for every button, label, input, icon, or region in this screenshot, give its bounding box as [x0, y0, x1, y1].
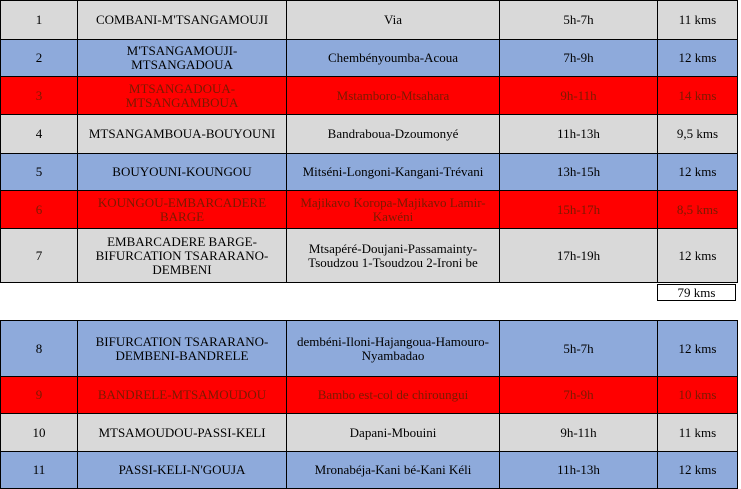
row-number: 3: [1, 77, 78, 115]
time-slot: 11h-13h: [500, 115, 658, 154]
table-row: [1, 40, 738, 77]
row-number: 8: [1, 321, 78, 377]
row-number: 5: [1, 154, 78, 191]
distance: 14 kms: [658, 77, 738, 115]
distance: 12 kms: [658, 452, 738, 489]
segment-name: M'TSANGAMOUJI-MTSANGADOUA: [78, 40, 287, 77]
distance: 9,5 kms: [658, 115, 738, 154]
time-slot: 9h-11h: [500, 77, 658, 115]
villages: Mronabéja-Kani bé-Kani Kéli: [287, 452, 500, 489]
table-row: [1, 377, 738, 414]
segment-name: EMBARCADERE BARGE-BIFURCATION TSARARANO-DEMBENI: [78, 229, 287, 283]
segment-name: MTSANGAMBOUA-BOUYOUNI: [78, 115, 287, 154]
distance: 11 kms: [658, 414, 738, 452]
table-row: [1, 154, 738, 191]
row-number: 6: [1, 191, 78, 229]
time-slot: 7h-9h: [500, 40, 658, 77]
row-number: 11: [1, 452, 78, 489]
row-number: 2: [1, 40, 78, 77]
stage-table-2: [0, 320, 738, 489]
row-number: 10: [1, 414, 78, 452]
time-slot: 15h-17h: [500, 191, 658, 229]
table-row: [1, 77, 738, 115]
time-slot: 5h-7h: [500, 1, 658, 40]
villages: Via: [287, 1, 500, 40]
villages: Dapani-Mbouini: [287, 414, 500, 452]
table-row: [1, 414, 738, 452]
segment-name: MTSANGADOUA-MTSANGAMBOUA: [78, 77, 287, 115]
villages: Mtsapéré-Doujani-Passamainty-Tsoudzou 1-Tsoudzou 2-Ironi be: [287, 229, 500, 283]
table-row: [1, 115, 738, 154]
time-slot: 7h-9h: [500, 377, 658, 414]
distance: 12 kms: [658, 229, 738, 283]
table-row: [1, 1, 738, 40]
table-row: [1, 229, 738, 283]
segment-name: PASSI-KELI-N'GOUJA: [78, 452, 287, 489]
distance: 12 kms: [658, 40, 738, 77]
villages: dembéni-Iloni-Hajangoua-Hamouro-Nyambadao: [287, 321, 500, 377]
table-row: [1, 191, 738, 229]
segment-name: BOUYOUNI-KOUNGOU: [78, 154, 287, 191]
row-number: 4: [1, 115, 78, 154]
row-number: 1: [1, 1, 78, 40]
distance: 11 kms: [658, 1, 738, 40]
time-slot: 5h-7h: [500, 321, 658, 377]
villages: Mitséni-Longoni-Kangani-Trévani: [287, 154, 500, 191]
segment-name: BIFURCATION TSARARANO-DEMBENI-BANDRELE: [78, 321, 287, 377]
segment-name: MTSAMOUDOU-PASSI-KELI: [78, 414, 287, 452]
row-number: 9: [1, 377, 78, 414]
villages: Mstamboro-Mtsahara: [287, 77, 500, 115]
distance: 8,5 kms: [658, 191, 738, 229]
total-distance: 79 kms: [657, 284, 736, 301]
table-row: [1, 321, 738, 377]
villages: Bambo est-col de chiroungui: [287, 377, 500, 414]
time-slot: 9h-11h: [500, 414, 658, 452]
distance: 12 kms: [658, 321, 738, 377]
row-number: 7: [1, 229, 78, 283]
table-row: [1, 452, 738, 489]
distance: 12 kms: [658, 154, 738, 191]
distance: 10 kms: [658, 377, 738, 414]
time-slot: 13h-15h: [500, 154, 658, 191]
villages: Chembényoumba-Acoua: [287, 40, 500, 77]
time-slot: 17h-19h: [500, 229, 658, 283]
villages: Majikavo Koropa-Majikavo Lamir-Kawéni: [287, 191, 500, 229]
time-slot: 11h-13h: [500, 452, 658, 489]
segment-name: COMBANI-M'TSANGAMOUJI: [78, 1, 287, 40]
villages: Bandraboua-Dzoumonyé: [287, 115, 500, 154]
segment-name: KOUNGOU-EMBARCADERE BARGE: [78, 191, 287, 229]
segment-name: BANDRELE-MTSAMOUDOU: [78, 377, 287, 414]
